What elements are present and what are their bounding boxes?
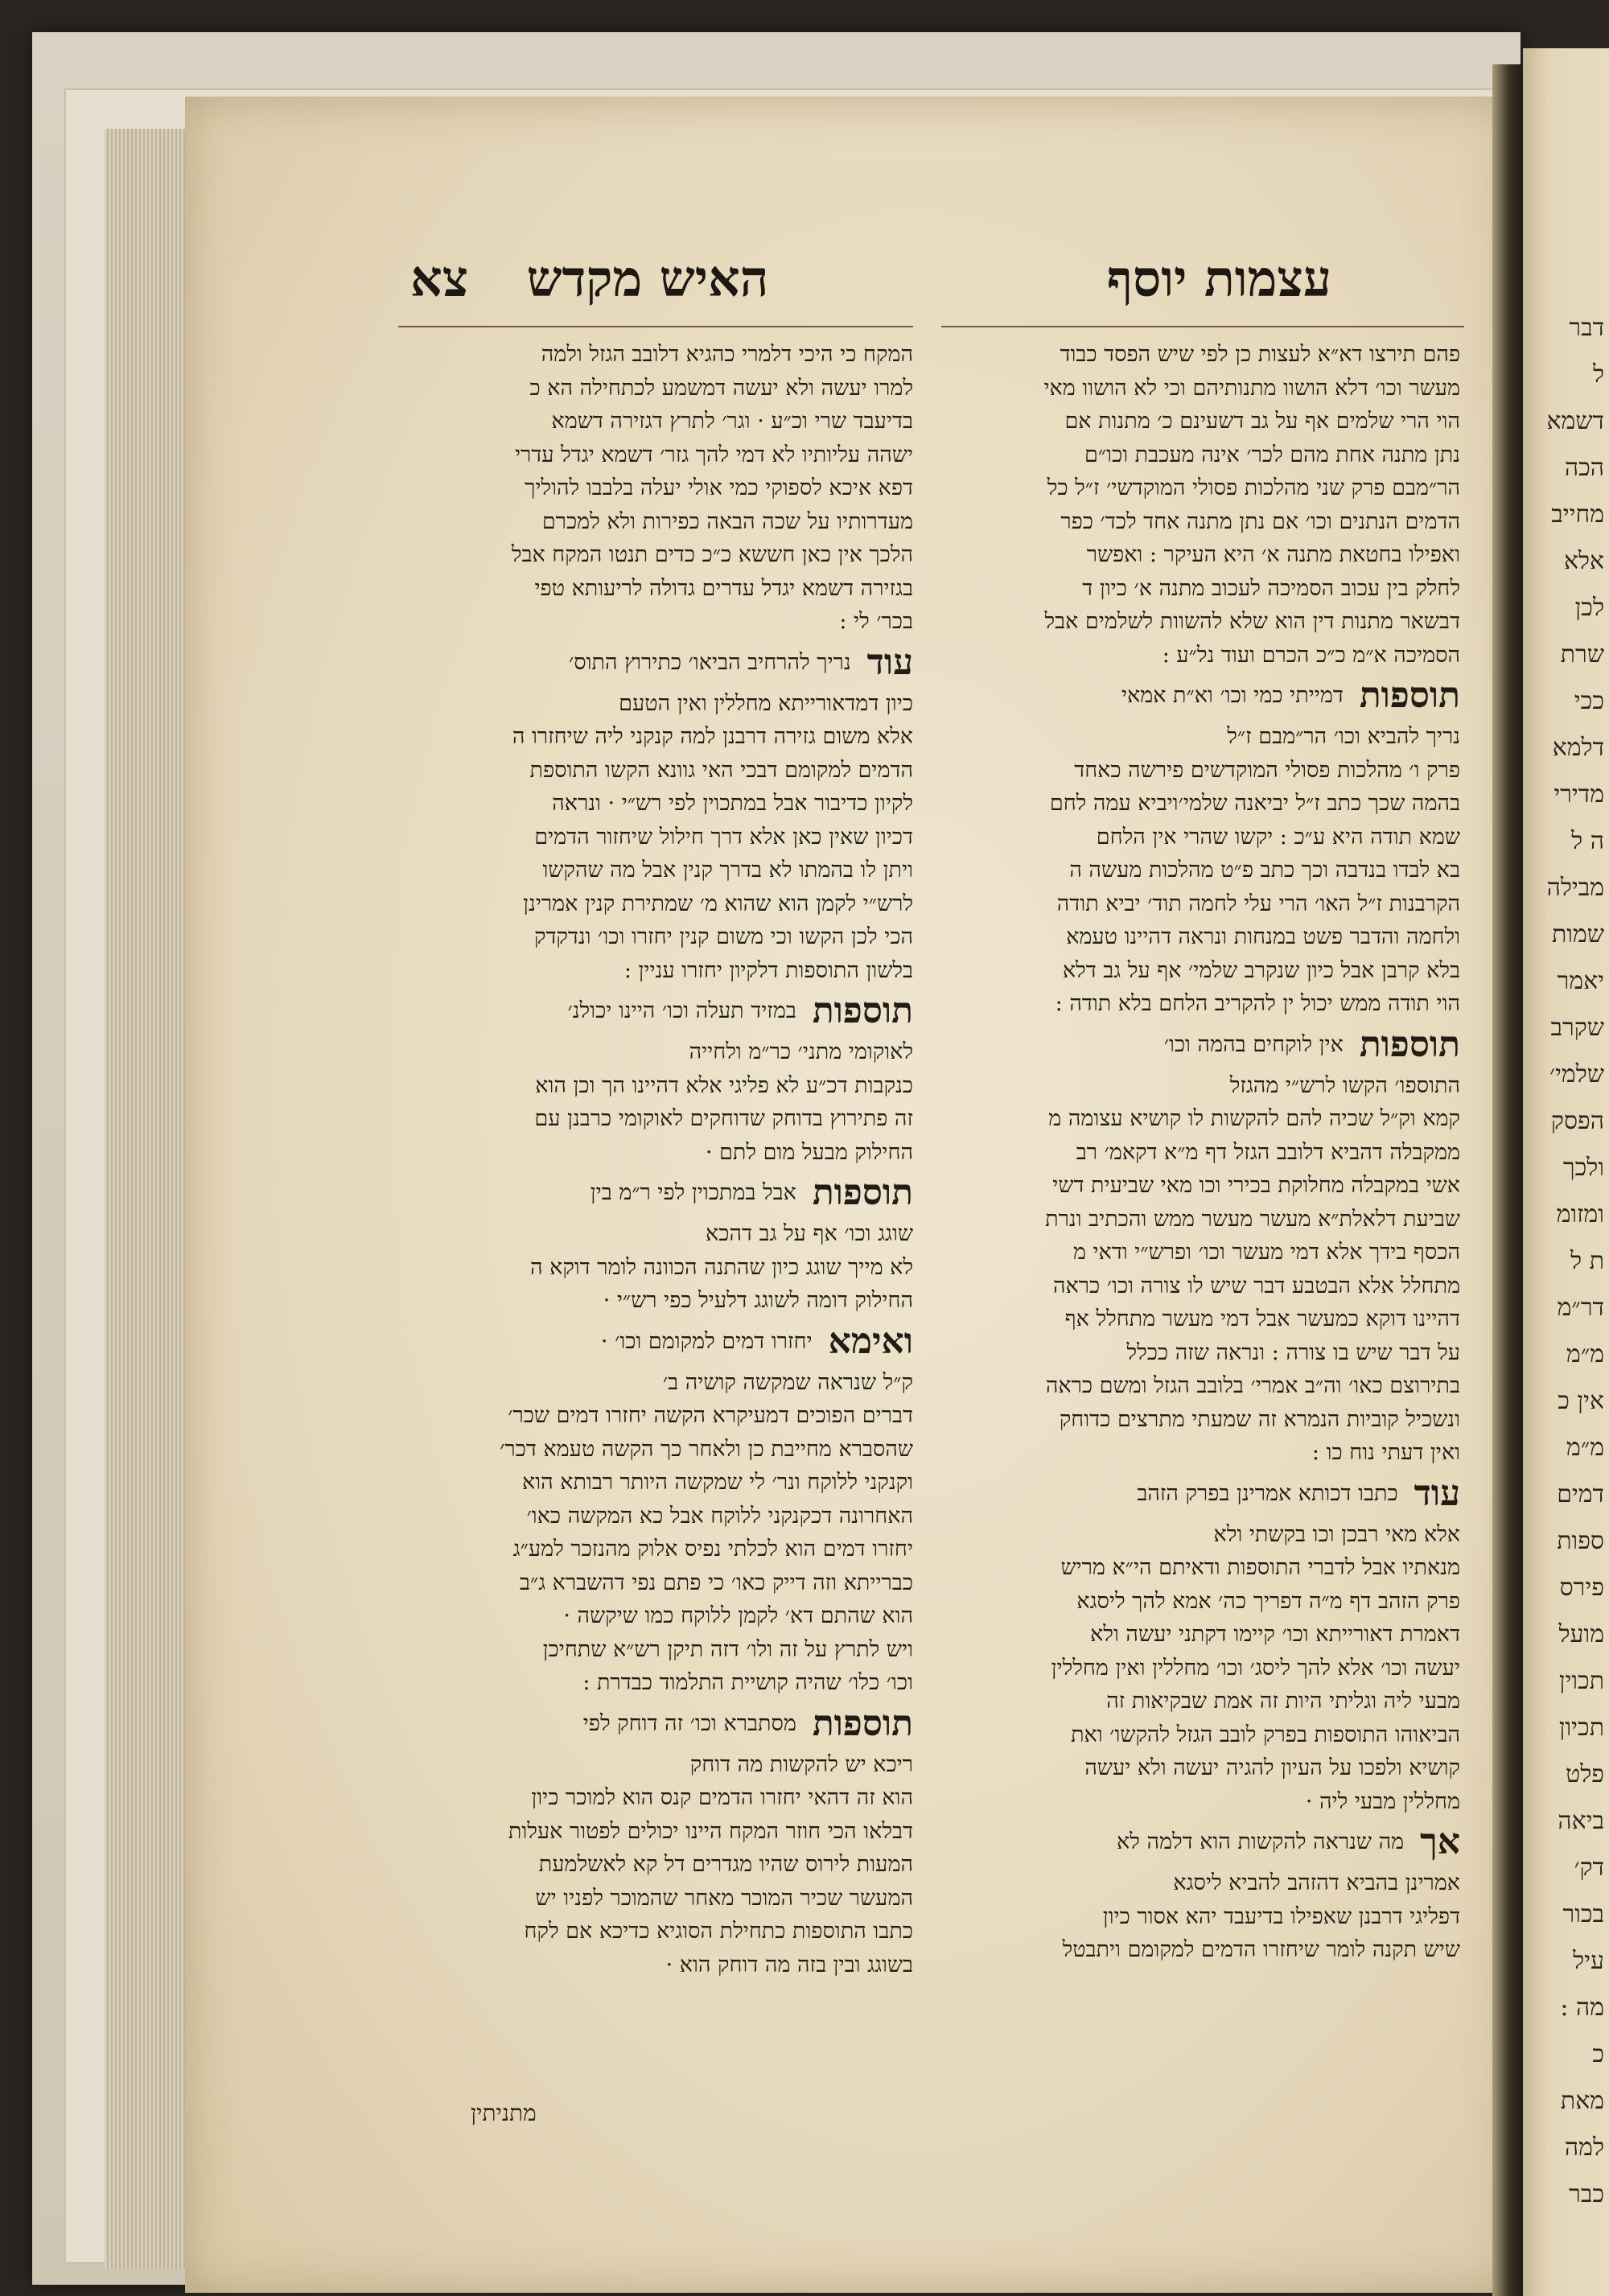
- text-line: הוא שהתם דא׳ לקמן ללוקח כמו שיקשה ·: [563, 1603, 913, 1628]
- text-line: הקרבנות ז״ל האו׳ הרי עלי לחמה תוד׳ יביא תודה: [1056, 891, 1460, 916]
- text-line: כנקבות דכ״ע לא פליגי אלא דהיינו הך וכן הוא: [535, 1072, 913, 1098]
- text-line: בתירוצם כאו׳ וה״ב אמרי׳ בלובב הגזל ומשם כראה: [1045, 1373, 1460, 1398]
- text-line: הכי לכן הקשו וכי משום קנין יחזרו וכו׳ ונדקדק: [534, 924, 913, 949]
- text-line: בכר׳ לי :: [839, 609, 913, 634]
- text-line: דכיון שאין כאן אלא דרך חילול שיחזור הדמים: [534, 824, 913, 850]
- text-line: אמרינן בהביא דהזהב להביא ליסגא: [1173, 1870, 1460, 1895]
- commentary-column-left: [398, 338, 913, 2076]
- facing-page-text: תכוין: [1558, 1667, 1604, 1695]
- text-line: נתן מתנה אחת מהם לכר׳ אינה מעכבת וכו״ם: [1084, 442, 1460, 467]
- facing-page-text: ת ל: [1570, 1247, 1604, 1275]
- text-line: בגזירה דשמא יגדל עדרים גדולה לריעותא טפי: [534, 575, 913, 601]
- text-line: מבעי ליה וגליתי היות זה אמת שבקיאות זה: [1106, 1689, 1460, 1714]
- folio-number: צא: [410, 249, 469, 308]
- text-line: דאמרת דאורייתא וכו׳ קיימו דקתני יעשה ולא: [1090, 1622, 1460, 1647]
- text-line: בדיעבד שרי וכ״ע · וגר׳ לתרץ דגזירה דשמא: [551, 409, 913, 434]
- text-line: האחרונה דכקנקני ללוקח אבל כא המקשה כאו׳: [526, 1503, 913, 1529]
- text-line: החילוק דומה לשוגג דלעיל כפי רש״י ·: [603, 1288, 913, 1313]
- section-heading: [945, 1470, 1460, 1518]
- text-line: נריך להביא וכו׳ הר״מבם ז״ל: [1227, 724, 1460, 749]
- heading-continuation: אין לוקחים בהמה וכו׳: [1163, 1031, 1344, 1057]
- text-line: למרו יעשה ולא יעשה דמשמע לכתחילה הא כ: [529, 375, 913, 401]
- text-line: ריכא יש להקשות מה דוחק: [689, 1751, 913, 1777]
- facing-page-text: אלא: [1563, 547, 1604, 575]
- text-line: בלשון התוספות דלקיון יחזרו עניין :: [623, 957, 913, 983]
- header-rule-right: [941, 326, 1464, 327]
- text-line: בהמה שכך כתב ז״ל יביאנה שלמי׳ויביא עמה לחם: [1049, 791, 1460, 816]
- text-line: יעשה וכו׳ אלא להך ליסג׳ וכו׳ מחללין ואין מחללין: [1051, 1655, 1460, 1681]
- facing-page-edge: [1523, 48, 1609, 2296]
- facing-page-text: יאמר: [1557, 967, 1604, 995]
- text-line: המעשר שכיר המוכר מאחר שהמוכר לפניו יש: [535, 1885, 913, 1911]
- facing-page-text: עיל: [1573, 1947, 1604, 1975]
- running-title-right: עצמות יוסף: [1106, 249, 1331, 308]
- text-line: מעשר וכו׳ דלא הושוו מתנותיהם וכי לא הושוו מאי: [1043, 375, 1460, 401]
- text-line: כיון דמדאורייתא מחללין ואין הטעם: [619, 690, 913, 716]
- text-line: מנאתיו אבל לדברי התוספות ודאיתם הי״א מריש: [1060, 1555, 1460, 1580]
- text-line: אלא מאי רבכן וכו בקשתי ולא: [1213, 1521, 1460, 1547]
- facing-page-text: לכן: [1574, 594, 1604, 622]
- facing-page-text: שרת: [1560, 640, 1604, 669]
- facing-page-text: ולכך: [1562, 1154, 1604, 1182]
- heading-word: תוספות: [812, 990, 913, 1031]
- text-line: התוספו׳ הקשו לרש״י מהגזל: [1229, 1072, 1460, 1098]
- section-heading: [945, 672, 1460, 720]
- text-line: פרק ו׳ מהלכות פסולי המוקדשים פירשה כאחד: [1074, 757, 1460, 783]
- text-line: המקח כי היכי דלמרי כהגיא דלובב הגזל ולמה: [541, 342, 913, 367]
- catchword: מתניתין: [471, 2100, 537, 2126]
- heading-word: תוספות: [1359, 675, 1460, 716]
- facing-page-text: בכור: [1562, 1900, 1604, 1928]
- facing-page-text: הפסק: [1550, 1107, 1604, 1135]
- facing-page-text: מועל: [1558, 1620, 1604, 1648]
- facing-page-text: דר״מ: [1557, 1294, 1604, 1322]
- heading-continuation: מה שנראה להקשות הוא דלמה לא: [1117, 1829, 1405, 1854]
- heading-continuation: יחזרו דמים למקומם וכו׳ ·: [600, 1328, 813, 1354]
- text-line: על דבר שיש בו צורה : ונראה שזה ככלל: [1126, 1339, 1460, 1365]
- facing-page-text: ה ל: [1571, 827, 1604, 855]
- facing-page-text: ככי: [1574, 687, 1604, 715]
- text-line: מתחלל אלא הבטבע דבר שיש לו צורה וכו׳ כראה: [1053, 1273, 1460, 1298]
- text-line: בשוגג ובין בזה מה דוחק הוא ·: [665, 1952, 913, 1977]
- text-line: החילוק מבעל מום לתם ·: [705, 1139, 913, 1165]
- text-line: כתבו התוספות כתחילת הסוגיא כדיכא אם לקח: [524, 1919, 913, 1944]
- text-line: וקנקני ללוקח ונר׳ לי שמקשה היותר רבותא הוא: [522, 1470, 913, 1495]
- text-line: ואפילו בחטאת מתנה א׳ היא העיקר : ואפשר: [1086, 542, 1460, 567]
- text-line: אשי במקבלה מחלוקת בכירי וכו מאי שביעית דשי: [1052, 1173, 1460, 1198]
- text-line: דבלאו הכי חוזר המקח היינו יכולים לפטור אעלות: [508, 1818, 913, 1844]
- section-heading: [398, 639, 913, 687]
- heading-word: תוספות: [812, 1172, 913, 1213]
- facing-page-text: מחייב: [1551, 500, 1604, 529]
- heading-word: עוד: [866, 641, 913, 683]
- facing-page-text: דלמא: [1552, 734, 1604, 762]
- text-line: שביעת דלאלת״א מעשר מעשר ממש והכתיב ונרת: [1045, 1206, 1460, 1232]
- header-rule-left: [398, 326, 913, 327]
- page-edges: [105, 129, 193, 2269]
- text-line: הוי תודה ממש יכול ין להקריב הלחם בלא תודה :: [1055, 991, 1460, 1016]
- section-heading: [945, 1818, 1460, 1866]
- text-line: הר״מבם פרק שני מהלכות פסולי המוקדשי׳ ז״ל כל: [1047, 475, 1460, 500]
- text-line: אלא משום גזירה דרבנן למה קנקני ליה שיחזרו ה: [512, 724, 913, 749]
- text-line: ואין דעתי נוח כו :: [1311, 1440, 1460, 1465]
- heading-word: אך: [1420, 1821, 1460, 1862]
- text-line: דבשאר מתנות דין הוא שלא להשוות לשלמים אבל: [1044, 609, 1460, 634]
- facing-page-text: שלמי׳: [1549, 1060, 1604, 1088]
- heading-word: ואימא: [828, 1320, 913, 1362]
- text-line: ממקבלה דהביא דלובב הגזל דף מ״א דקאמ׳ רב: [1076, 1139, 1460, 1165]
- facing-page-text: דבר: [1569, 314, 1604, 342]
- text-line: ולחמה והדבר פשט במנחות ונראה דהיינו טעמא: [1066, 924, 1460, 949]
- book-gutter: [1492, 64, 1525, 2296]
- text-line: מעדרותיו על שכה הבאה כפירות ולא למכרם: [541, 508, 913, 534]
- facing-page-text: כבר: [1569, 2180, 1604, 2208]
- section-heading: [398, 1169, 913, 1217]
- facing-page-text: מ״מ: [1566, 1340, 1604, 1368]
- facing-page-text: מ״מ: [1566, 1434, 1604, 1462]
- text-line: לא מייך שוגג כיון שהתנה הכוונה לומר דוקא ה: [530, 1254, 913, 1280]
- text-line: המעות לירוס שהיו מגדרים דל קא לאשלמעת: [538, 1852, 913, 1877]
- section-heading: [945, 1021, 1460, 1069]
- text-line: מחללין מבעי ליה ·: [1305, 1788, 1460, 1814]
- section-heading: [398, 1700, 913, 1748]
- facing-page-text: דשמא: [1546, 407, 1604, 435]
- heading-continuation: דמייתי כמי וכו׳ וא״ת אמאי: [1121, 683, 1344, 708]
- text-line: ויתן לו בהמתו לא בדרך קנין אבל מה שהקשו: [542, 858, 913, 883]
- facing-page-text: שמות: [1552, 920, 1604, 948]
- section-heading: [398, 987, 913, 1035]
- text-line: פהם תירצו דא״א לעצות כן לפי שיש הפסד כבוד: [1060, 342, 1460, 367]
- text-line: זה פתירוץ בדוחק שדוחקים לאוקומי כרבנן עם: [534, 1106, 913, 1131]
- heading-continuation: נריך להרחיב הביאו׳ כתירוץ התוס׳: [569, 649, 851, 675]
- text-line: שוגג וכו׳ אף על גב דהכא: [706, 1221, 913, 1246]
- text-line: לקיון כדיבור אבל במתכוין לפי רש״י · ונראה: [552, 791, 913, 816]
- text-line: הסמיכה א״מ כ״כ הכרם ועוד נל״ע :: [1162, 642, 1460, 668]
- section-heading: [398, 1318, 913, 1366]
- text-line: פרק הזהב דף מ״ה דפריך כה׳ אמא להך ליסגא: [1076, 1588, 1460, 1614]
- facing-page-text: ספות: [1557, 1527, 1604, 1555]
- text-line: ונשכיל קוביות הנמרא זה שמעתי מתרצים כדוחק: [1059, 1406, 1460, 1432]
- facing-page-text: הכה: [1564, 454, 1604, 482]
- text-line: ק״ל שנראה שמקשה קושיה ב׳: [662, 1369, 913, 1395]
- text-line: לחלק בין עכוב הסמיכה לעכוב מתנה א׳ כיון ד: [1082, 575, 1460, 601]
- text-line: הלכך אין כאן חששא כ״כ כדים תנטו המקח אבל: [511, 542, 913, 567]
- text-line: דהיינו דוקא כמעשר אבל דמי מעשר מתחלל אף: [1064, 1306, 1460, 1331]
- facing-page-text: למה: [1564, 2133, 1604, 2162]
- facing-page-text: ל: [1592, 360, 1604, 389]
- text-line: דפליגי דרבנן שאפילו בדיעבד יהא אסור כיון: [1102, 1903, 1460, 1929]
- facing-page-text: כ: [1592, 2040, 1604, 2068]
- text-line: בא לבדו בנדבה וכך כתב פ״ט מהלכות מעשה ה: [1069, 858, 1460, 883]
- facing-page-text: מבילה: [1546, 874, 1604, 902]
- text-line: קמא וק״ל שכיה להם להקשות לו קושיא עצומה מ: [1048, 1106, 1460, 1131]
- text-line: דברים הפוכים דמעיקרא הקשה יחזרו דמים שכר׳: [508, 1403, 913, 1428]
- heading-word: תוספות: [1359, 1023, 1460, 1065]
- heading-continuation: כתבו דכותא אמרינן בפרק הזהב: [1137, 1480, 1398, 1506]
- text-line: לאוקומי מתני׳ כר״מ ולחייה: [689, 1039, 913, 1064]
- facing-page-text: מה :: [1560, 1994, 1604, 2022]
- facing-page-text: פלט: [1566, 1760, 1604, 1788]
- text-line: הוא זה דהאי יחזרו הדמים קנס הוא למוכר כיון: [531, 1785, 913, 1810]
- text-line: שיש תקנה לומר שיחזרו הדמים למקומם ויתבטל: [1062, 1937, 1460, 1962]
- text-line: בלא קרבן אבל כיון שנקרב שלמי׳ אף על גב דלא: [1062, 957, 1460, 983]
- facing-page-text: דק׳: [1574, 1854, 1604, 1882]
- facing-page-text: תכיון: [1558, 1714, 1604, 1742]
- text-line: הדמים הנתנים וכו׳ אם נתן מתנה אחד לכד׳ כפר: [1060, 508, 1460, 534]
- text-line: לרש״י לקמן הוא שהוא מ׳ שמתירת קנין אמרינן: [523, 891, 913, 916]
- text-line: שהסברא מחייבת כן ולאחר כך הקשה טעמא דכר׳: [500, 1436, 913, 1462]
- facing-page-text: ביאה: [1558, 1807, 1604, 1835]
- facing-page-text: ומזומ: [1556, 1200, 1604, 1228]
- text-line: יחזרו דמים הוא לכלתי נפיס אלוק מהנזכר למע״ג: [512, 1537, 913, 1562]
- facing-page-text: מאת: [1560, 2087, 1604, 2115]
- text-line: הוי הרי שלמים אף על גב דשעינם כ׳ מתנות אם: [1064, 409, 1460, 434]
- heading-word: תוספות: [812, 1702, 913, 1744]
- text-line: קושיא ולפכו על העיון להגיה יעשה ולא יעשה: [1084, 1755, 1460, 1780]
- heading-continuation: אבל במתכוין לפי ר״מ בין: [590, 1180, 796, 1205]
- facing-page-text: מדירי: [1553, 780, 1604, 809]
- facing-page-text: פירס: [1559, 1574, 1604, 1602]
- text-line: הכסף בידך אלא דמי מעשר וכו׳ ופרש״י ודאי מ: [1072, 1240, 1460, 1265]
- facing-page-text: אין כ: [1558, 1387, 1604, 1415]
- text-line: כברייתא וזה דייק כאו׳ כי פתם נפי דהשברא ג״ב: [519, 1570, 913, 1595]
- text-line: שמא תודה היא ע״כ : יקשו שהרי אין הלחם: [1096, 824, 1460, 850]
- heading-continuation: מסתברא וכו׳ זה דוחק לפי: [582, 1710, 796, 1736]
- text-line: ויש לתרץ על זה ולו׳ דזה תיקן רש״א שתחיכן: [542, 1636, 913, 1662]
- facing-page-text: דמים: [1557, 1480, 1604, 1508]
- commentary-column-right: [945, 338, 1460, 2204]
- text-line: דפא איכא לספוקי כמי אולי יעלה בלבבו להוליך: [525, 475, 913, 500]
- running-title-left: האיש מקדש: [526, 249, 769, 308]
- text-line: הדמים למקומם דבכי האי גוונא הקשו התוספת: [529, 757, 913, 783]
- facing-page-text: שקרב: [1550, 1014, 1604, 1042]
- text-line: וכו׳ כלו׳ שהיה קושיית התלמוד כבדרת :: [582, 1670, 913, 1695]
- heading-word: עוד: [1414, 1472, 1460, 1514]
- text-line: הביאוהו התוספות בפרק לובב הגזל להקשו׳ ואת: [1071, 1722, 1460, 1747]
- text-line: ישהה עליותיו לא דמי להך גזר׳ דשמא יגדל עדרי: [514, 442, 913, 467]
- heading-continuation: במזיד תעלה וכו׳ היינו יכולנ׳: [567, 998, 796, 1023]
